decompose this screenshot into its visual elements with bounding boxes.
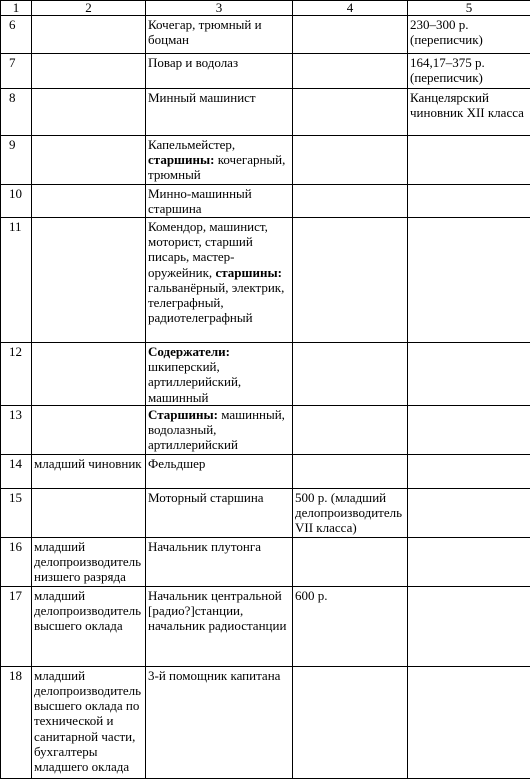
civil-rank-cell — [32, 405, 146, 454]
row-number: 6 — [1, 16, 32, 54]
position-group-label: Старшины: — [148, 407, 218, 422]
row-number: 10 — [1, 185, 32, 218]
column-header-2: 2 — [32, 1, 146, 16]
column-header-4: 4 — [293, 1, 408, 16]
position-group-list: гальванёрный, электрик, телеграфный, радиотелеграфный — [148, 280, 284, 325]
position-cell: Кочегар, трюмный и боцман — [146, 16, 293, 54]
civil-rank-cell — [32, 488, 146, 537]
salary-cell — [293, 537, 408, 586]
row-number: 8 — [1, 89, 32, 136]
salary-cell — [293, 454, 408, 488]
salary-cell — [293, 666, 408, 778]
position-cell: 3-й помощник капитана — [146, 666, 293, 778]
position-cell — [146, 343, 293, 406]
position-group-label: старшины: — [148, 152, 214, 167]
position-group-list: шкиперский, артиллерийский, машинный — [148, 359, 241, 404]
table-row — [1, 405, 530, 454]
civil-rank-cell — [32, 185, 146, 218]
table-row — [1, 488, 530, 537]
position-cell — [146, 218, 293, 343]
equivalent-cell: 230–300 р. (переписчик) — [408, 16, 530, 54]
position-cell: Минно-машинный старшина — [146, 185, 293, 218]
position-cell: Повар и водолаз — [146, 54, 293, 89]
civil-rank-cell: младший делопроизводитель высшего оклада по технической и санитарной части, бухгалтеры младшего оклада — [32, 666, 146, 778]
table-row — [1, 586, 530, 666]
table-row — [1, 537, 530, 586]
equivalent-cell — [408, 185, 530, 218]
table-row — [1, 666, 530, 778]
row-number: 15 — [1, 488, 32, 537]
row-number: 18 — [1, 666, 32, 778]
table-row — [1, 343, 530, 406]
position-group-label: старшины: — [215, 265, 281, 280]
salary-cell — [293, 343, 408, 406]
position-cell: Минный машинист — [146, 89, 293, 136]
position-cell: Моторный старшина — [146, 488, 293, 537]
civil-rank-cell — [32, 218, 146, 343]
table-row — [1, 136, 530, 185]
position-group-list: машинный, водолазный, артиллерийский — [148, 407, 285, 452]
column-header-3: 3 — [146, 1, 293, 16]
equivalent-cell — [408, 586, 530, 666]
civil-rank-cell — [32, 54, 146, 89]
equivalent-cell — [408, 218, 530, 343]
salary-cell — [293, 405, 408, 454]
civil-rank-cell — [32, 136, 146, 185]
equivalent-cell: 164,17–375 р. (переписчик) — [408, 54, 530, 89]
position-cell: Начальник плутонга — [146, 537, 293, 586]
position-group-label: Содержатели: — [148, 344, 230, 359]
position-cell — [146, 136, 293, 185]
salary-cell — [293, 16, 408, 54]
row-number: 13 — [1, 405, 32, 454]
position-cell: Фельдшер — [146, 454, 293, 488]
table-header-row — [1, 1, 530, 16]
civil-rank-cell — [32, 89, 146, 136]
row-number: 7 — [1, 54, 32, 89]
table-row — [1, 185, 530, 218]
salary-cell — [293, 89, 408, 136]
salary-cell — [293, 185, 408, 218]
salary-cell — [293, 218, 408, 343]
row-number: 17 — [1, 586, 32, 666]
civil-rank-cell — [32, 16, 146, 54]
equivalent-cell — [408, 666, 530, 778]
salary-cell — [293, 54, 408, 89]
column-header-1: 1 — [1, 1, 32, 16]
equivalent-cell — [408, 136, 530, 185]
position-group-list: кочегарный, трюмный — [148, 152, 285, 182]
row-number: 16 — [1, 537, 32, 586]
salary-cell — [293, 136, 408, 185]
row-number: 12 — [1, 343, 32, 406]
row-number: 11 — [1, 218, 32, 343]
table-row — [1, 54, 530, 89]
position-text: Капельмейстер, — [148, 137, 235, 152]
row-number: 14 — [1, 454, 32, 488]
civil-rank-cell: младший делопроизводитель низшего разряда — [32, 537, 146, 586]
civil-rank-cell: младший делопроизводитель высшего оклада — [32, 586, 146, 666]
salary-cell: 500 р. (младший делопроизводитель VII класса) — [293, 488, 408, 537]
table-row — [1, 16, 530, 54]
civil-rank-cell — [32, 343, 146, 406]
position-cell: Начальник центральной [радио?]станции, начальник радиостанции — [146, 586, 293, 666]
position-cell — [146, 405, 293, 454]
salary-cell: 600 р. — [293, 586, 408, 666]
equivalent-cell — [408, 343, 530, 406]
equivalent-cell — [408, 537, 530, 586]
table-row — [1, 218, 530, 343]
table-row — [1, 89, 530, 136]
equivalent-cell — [408, 454, 530, 488]
table-row — [1, 454, 530, 488]
equivalent-cell — [408, 488, 530, 537]
column-header-5: 5 — [408, 1, 530, 16]
equivalent-cell — [408, 405, 530, 454]
equivalent-cell: Канцелярский чиновник XII класса — [408, 89, 530, 136]
position-text: Комендор, машинист, моторист, старший писарь, мастер-оружейник, — [148, 219, 268, 280]
row-number: 9 — [1, 136, 32, 185]
civil-rank-cell: младший чиновник — [32, 454, 146, 488]
